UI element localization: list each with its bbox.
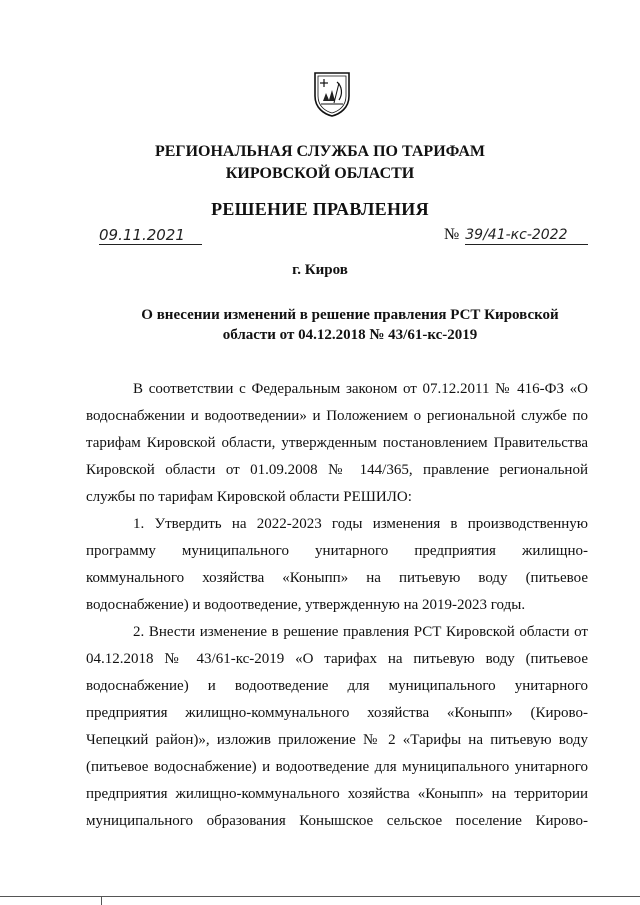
body-line: муниципального образования Конышское сельское поселение Кирово- bbox=[86, 813, 588, 829]
subject-line1: О внесении изменений в решение правления РСТ Кировской bbox=[141, 307, 559, 323]
subject-line2: области от 04.12.2018 № 43/61-кс-2019 bbox=[222, 327, 478, 343]
decision-date: 09.11.2021 bbox=[99, 226, 202, 245]
decision-number-field bbox=[444, 226, 588, 245]
body-line: 1. Утвердить на 2022-2023 годы изменения в производственную bbox=[133, 516, 588, 532]
body-line: коммунального хозяйства «Коныпп» на питьевую воду (питьевое bbox=[86, 570, 588, 586]
body-line: предприятия жилищно-коммунального хозяйства «Коныпп» (Кирово- bbox=[86, 705, 588, 721]
body-line: службы по тарифам Кировской области РЕШИЛО: bbox=[86, 489, 412, 505]
page-bottom-rule bbox=[0, 896, 640, 897]
body-line: водоснабжение) и водоотведение для муниципального унитарного bbox=[86, 678, 588, 694]
body-line: В соответствии с Федеральным законом от 07.12.2011 № 416-ФЗ «О bbox=[133, 381, 588, 397]
number-sign: № bbox=[444, 226, 460, 243]
organization-name-line1: РЕГИОНАЛЬНАЯ СЛУЖБА ПО ТАРИФАМ bbox=[154, 143, 486, 160]
body-line: тарифам Кировской области, утвержденным постановлением Правительства bbox=[86, 435, 588, 451]
body-line: 04.12.2018 № 43/61-кс-2019 «О тарифах на питьевую воду (питьевое bbox=[86, 651, 588, 667]
body-line: водоснабжение) и водоотведение, утвержденную на 2019-2023 годы. bbox=[86, 597, 526, 613]
body-line: Чепецкий район)», изложив приложение № 2 «Тарифы на питьевую воду bbox=[86, 732, 588, 748]
kirov-coat-of-arms-icon bbox=[312, 70, 352, 118]
decision-title: РЕШЕНИЕ ПРАВЛЕНИЯ bbox=[211, 199, 429, 219]
body-line: (питьевое водоснабжение) и водоотведение для муниципального унитарного bbox=[86, 759, 588, 775]
body-line: программу муниципального унитарного предприятия жилищно- bbox=[86, 543, 588, 559]
decision-number: 39/41-кс-2022 bbox=[465, 226, 588, 245]
body-line: 2. Внести изменение в решение правления РСТ Кировской области от bbox=[133, 624, 588, 640]
organization-name-line2: КИРОВСКОЙ ОБЛАСТИ bbox=[225, 165, 415, 182]
body-line: Кировской области от 01.09.2008 № 144/365, правление региональной bbox=[86, 462, 588, 478]
organization-name bbox=[0, 141, 640, 185]
body-line: предприятия жилищно-коммунального хозяйства «Коныпп» на территории bbox=[86, 786, 588, 802]
body-line: водоснабжении и водоотведении» и Положением о региональной службе по bbox=[86, 408, 588, 424]
page-bottom-tick bbox=[101, 896, 102, 905]
city-name: г. Киров bbox=[292, 262, 348, 278]
decision-subject bbox=[120, 305, 580, 345]
